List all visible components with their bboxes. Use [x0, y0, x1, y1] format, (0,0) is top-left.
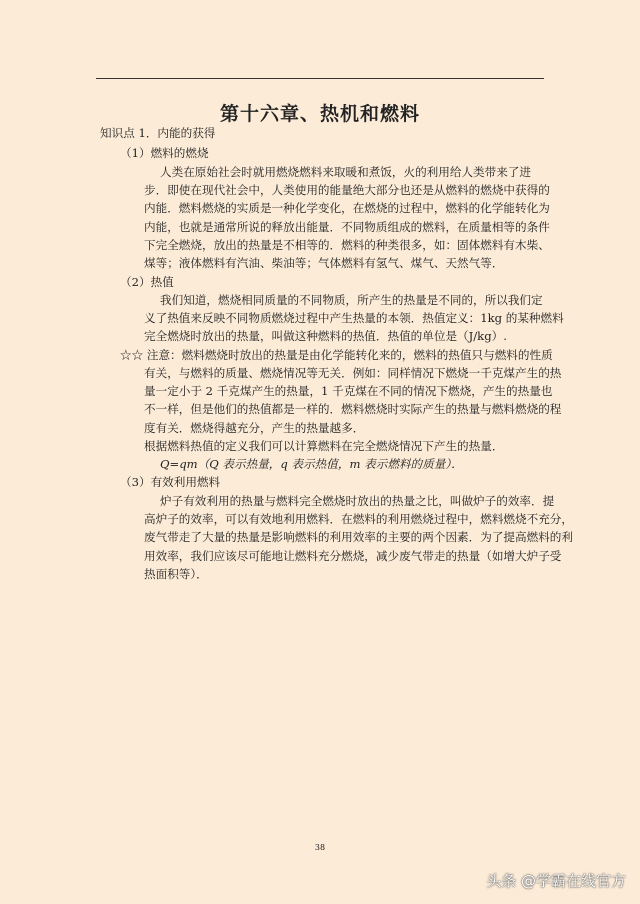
formula: Q=qm（Q 表示热量，q 表示热值，m 表示燃料的质量）．: [160, 457, 463, 471]
paragraph-line: 热面积等）．: [144, 567, 208, 581]
note-line: 有关，与燃料的质量、燃烧情况等无关．例如：同样情况下燃烧一千克煤产生的热: [144, 366, 562, 380]
note-line: 度有关．燃烧得越充分，产生的热量越多．: [144, 421, 365, 435]
section-3-heading: （3）有效利用燃料: [120, 475, 221, 489]
paragraph-line: 炉子有效利用的热量与燃料完全燃烧时放出的热量之比，叫做炉子的效率．提: [160, 494, 555, 508]
paragraph-line: 我们知道，燃烧相同质量的不同物质，所产生的热量是不同的，所以我们定: [160, 293, 543, 307]
page-number: 38: [314, 843, 326, 852]
paragraph-line: 人类在原始社会时就用燃烧燃料来取暖和煮饭，火的利用给人类带来了进: [160, 165, 532, 179]
paragraph-line: 步．即使在现代社会中，人类使用的能量绝大部分也还是从燃料的燃烧中获得的: [144, 183, 550, 197]
section-2-heading: （2）热值: [120, 275, 174, 289]
chapter-title: 第十六章、热机和燃料: [219, 103, 420, 125]
paragraph-line: 煤等；液体燃料有汽油、柴油等；气体燃料有氢气、煤气、天然气等．: [144, 256, 504, 270]
paragraph-line: 义了热值来反映不同物质燃烧过程中产生热量的本领．热值定义：1kg 的某种燃料: [144, 311, 564, 325]
note-line: 根据燃料热值的定义我们可以计算燃料在完全燃烧情况下产生的热量．: [144, 439, 504, 453]
paragraph-line: 内能．燃料燃烧的实质是一种化学变化，在燃烧的过程中，燃料的化学能转化为: [144, 201, 550, 215]
paragraph-line: 废气带走了大量的热量是影响燃料的利用效率的主要的两个因素．为了提高燃料的利: [144, 530, 573, 544]
paragraph-line: 下完全燃烧，放出的热量是不相等的．燃料的种类很多，如：固体燃料有木柴、: [144, 238, 550, 252]
note-line: ☆☆ 注意：燃料燃烧时放出的热量是由化学能转化来的，燃料的热值只与燃料的性质: [120, 348, 553, 362]
watermark: 头条 @学霸在线官方: [486, 872, 626, 890]
header-rule: [96, 78, 544, 79]
note-line: 量一定小于 2 千克煤产生的热量，1 千克煤在不同的情况下燃烧，产生的热量也: [144, 384, 553, 398]
section-1-heading: （1）燃料的燃烧: [120, 146, 209, 160]
paragraph-line: 完全燃烧时放出的热量，叫做这种燃料的热值．热值的单位是（J/kg）.: [144, 329, 507, 343]
paragraph-line: 用效率，我们应该尽可能地让燃料充分燃烧，减少废气带走的热量（如增大炉子受: [144, 549, 562, 563]
note-line: 不一样，但是他们的热值都是一样的．燃料燃烧时实际产生的热量与燃料燃烧的程: [144, 402, 562, 416]
paragraph-line: 内能，也就是通常所说的释放出能量．不同物质组成的燃料，在质量相等的条件: [144, 220, 550, 234]
knowledge-point-heading: 知识点 1．内能的获得: [100, 126, 216, 140]
paragraph-line: 高炉子的效率，可以有效地利用燃料．在燃料的利用燃烧过程中，燃料燃烧不充分，: [144, 512, 573, 526]
